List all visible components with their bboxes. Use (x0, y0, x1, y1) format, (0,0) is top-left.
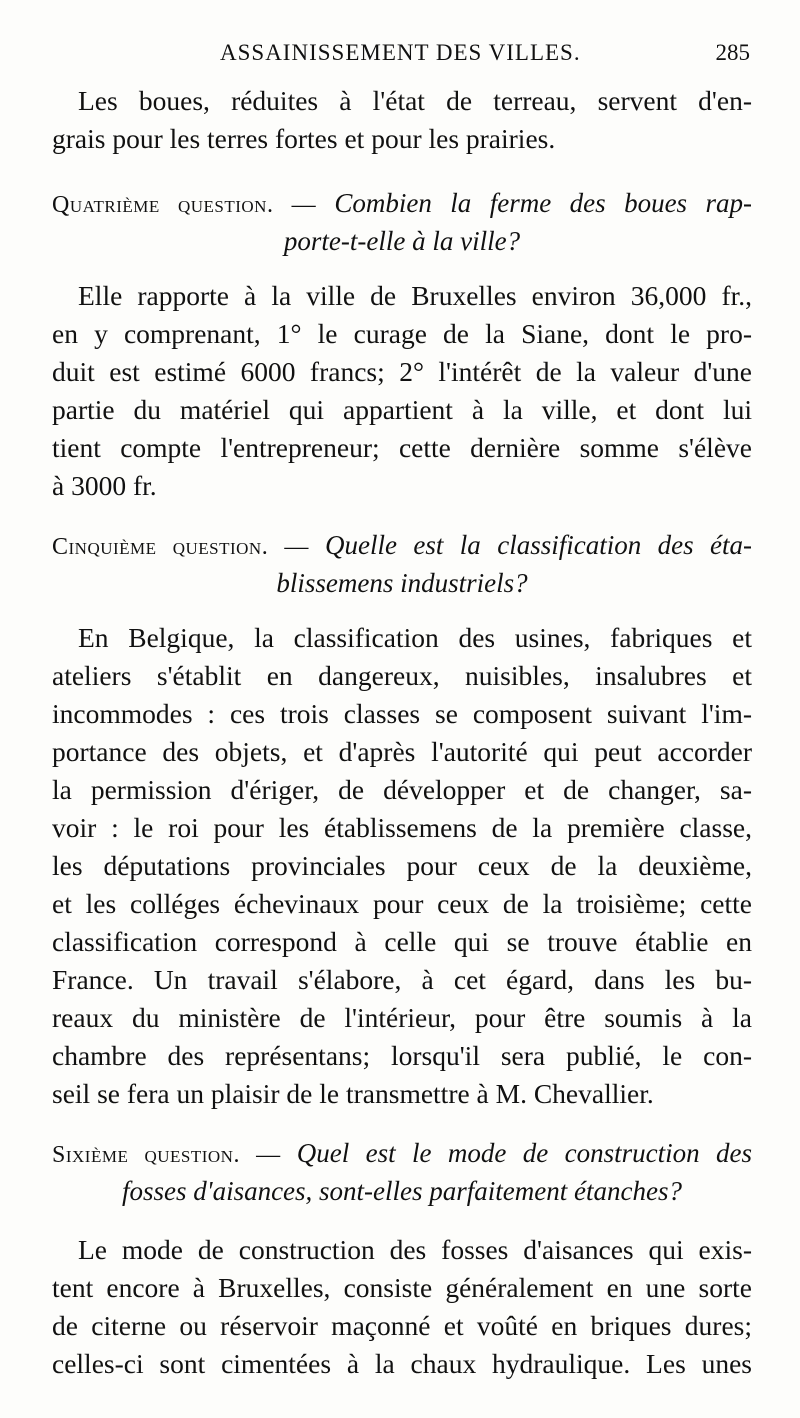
question-text: fosses d'aisances, sont-elles parfaitement étanches? (122, 1176, 682, 1206)
text-line: Elle rapporte à la ville de Bruxelles environ 36,000 fr., (78, 280, 752, 311)
question-text: Combien la ferme des boues rap- (334, 188, 753, 218)
text-line: partie du matériel qui appartient à la ville, et dont lui (52, 394, 752, 425)
question-label: Cinquième question. — (52, 534, 326, 560)
paragraph-1 (52, 82, 752, 158)
text-line: les députations provinciales pour ceux de la deuxième, (52, 850, 752, 881)
paragraph-2 (52, 277, 752, 505)
text-line: celles-ci sont cimentées à la chaux hydraulique. Les unes (52, 1348, 752, 1379)
text-line: portance des objets, et d'après l'autorité qui peut accorder (52, 736, 752, 767)
text-line: seil se fera un plaisir de le transmettre à M. Chevallier. (52, 1078, 654, 1109)
text-line: tient compte l'entrepreneur; cette dernière somme s'élève (52, 432, 752, 463)
question-label: Quatrième question. — (52, 192, 335, 218)
text-line: chambre des représentans; lorsqu'il sera publié, le con- (52, 1040, 752, 1071)
text-line: en y comprenant, 1° le curage de la Siane, dont le pro- (52, 318, 752, 349)
text-line: de citerne ou réservoir maçonné et voûté en briques dures; (52, 1310, 752, 1341)
text-line: reaux du ministère de l'intérieur, pour être soumis à la (52, 1002, 752, 1033)
text-line: grais pour les terres fortes et pour les prairies. (52, 123, 556, 154)
page-header (60, 40, 750, 72)
question-text: Quel est le mode de construction des (296, 1138, 752, 1168)
text-line: ateliers s'établit en dangereux, nuisibles, insalubres et (52, 660, 752, 691)
text-line: France. Un travail s'élabore, à cet égard, dans les bu- (52, 964, 752, 995)
text-line: En Belgique, la classification des usines, fabriques et (78, 622, 752, 653)
text-line: duit est estimé 6000 francs; 2° l'intérêt de la valeur d'une (52, 356, 752, 387)
text-line: Les boues, réduites à l'état de terreau, servent d'en- (78, 85, 752, 116)
text-line: à 3000 fr. (52, 470, 157, 501)
question-text: blissemens industriels? (276, 568, 528, 598)
running-head: ASSAINISSEMENT DES VILLES. (220, 40, 581, 65)
text-line: incommodes : ces trois classes se composent suivant l'im- (52, 698, 752, 729)
paragraph-4 (52, 1231, 752, 1383)
text-line: et les colléges échevinaux pour ceux de la troisième; cette (52, 888, 752, 919)
question-text: porte-t-elle à la ville? (283, 226, 521, 256)
text-line: tent encore à Bruxelles, consiste généralement en une sorte (52, 1272, 752, 1303)
question-text: Quelle est la classification des éta- (325, 530, 752, 560)
text-line: voir : le roi pour les établissemens de la première classe, (52, 812, 752, 843)
question-5 (52, 527, 752, 601)
question-label: Sixième question. — (52, 1142, 297, 1168)
paragraph-3 (52, 619, 752, 1113)
page-number: 285 (715, 40, 750, 65)
text-line: la permission d'ériger, de développer et de changer, sa- (52, 774, 752, 805)
question-4 (52, 185, 752, 259)
text-line: classification correspond à celle qui se trouve établie en (52, 926, 752, 957)
question-6 (52, 1135, 752, 1209)
text-line: Le mode de construction des fosses d'aisances qui exis- (78, 1234, 752, 1265)
